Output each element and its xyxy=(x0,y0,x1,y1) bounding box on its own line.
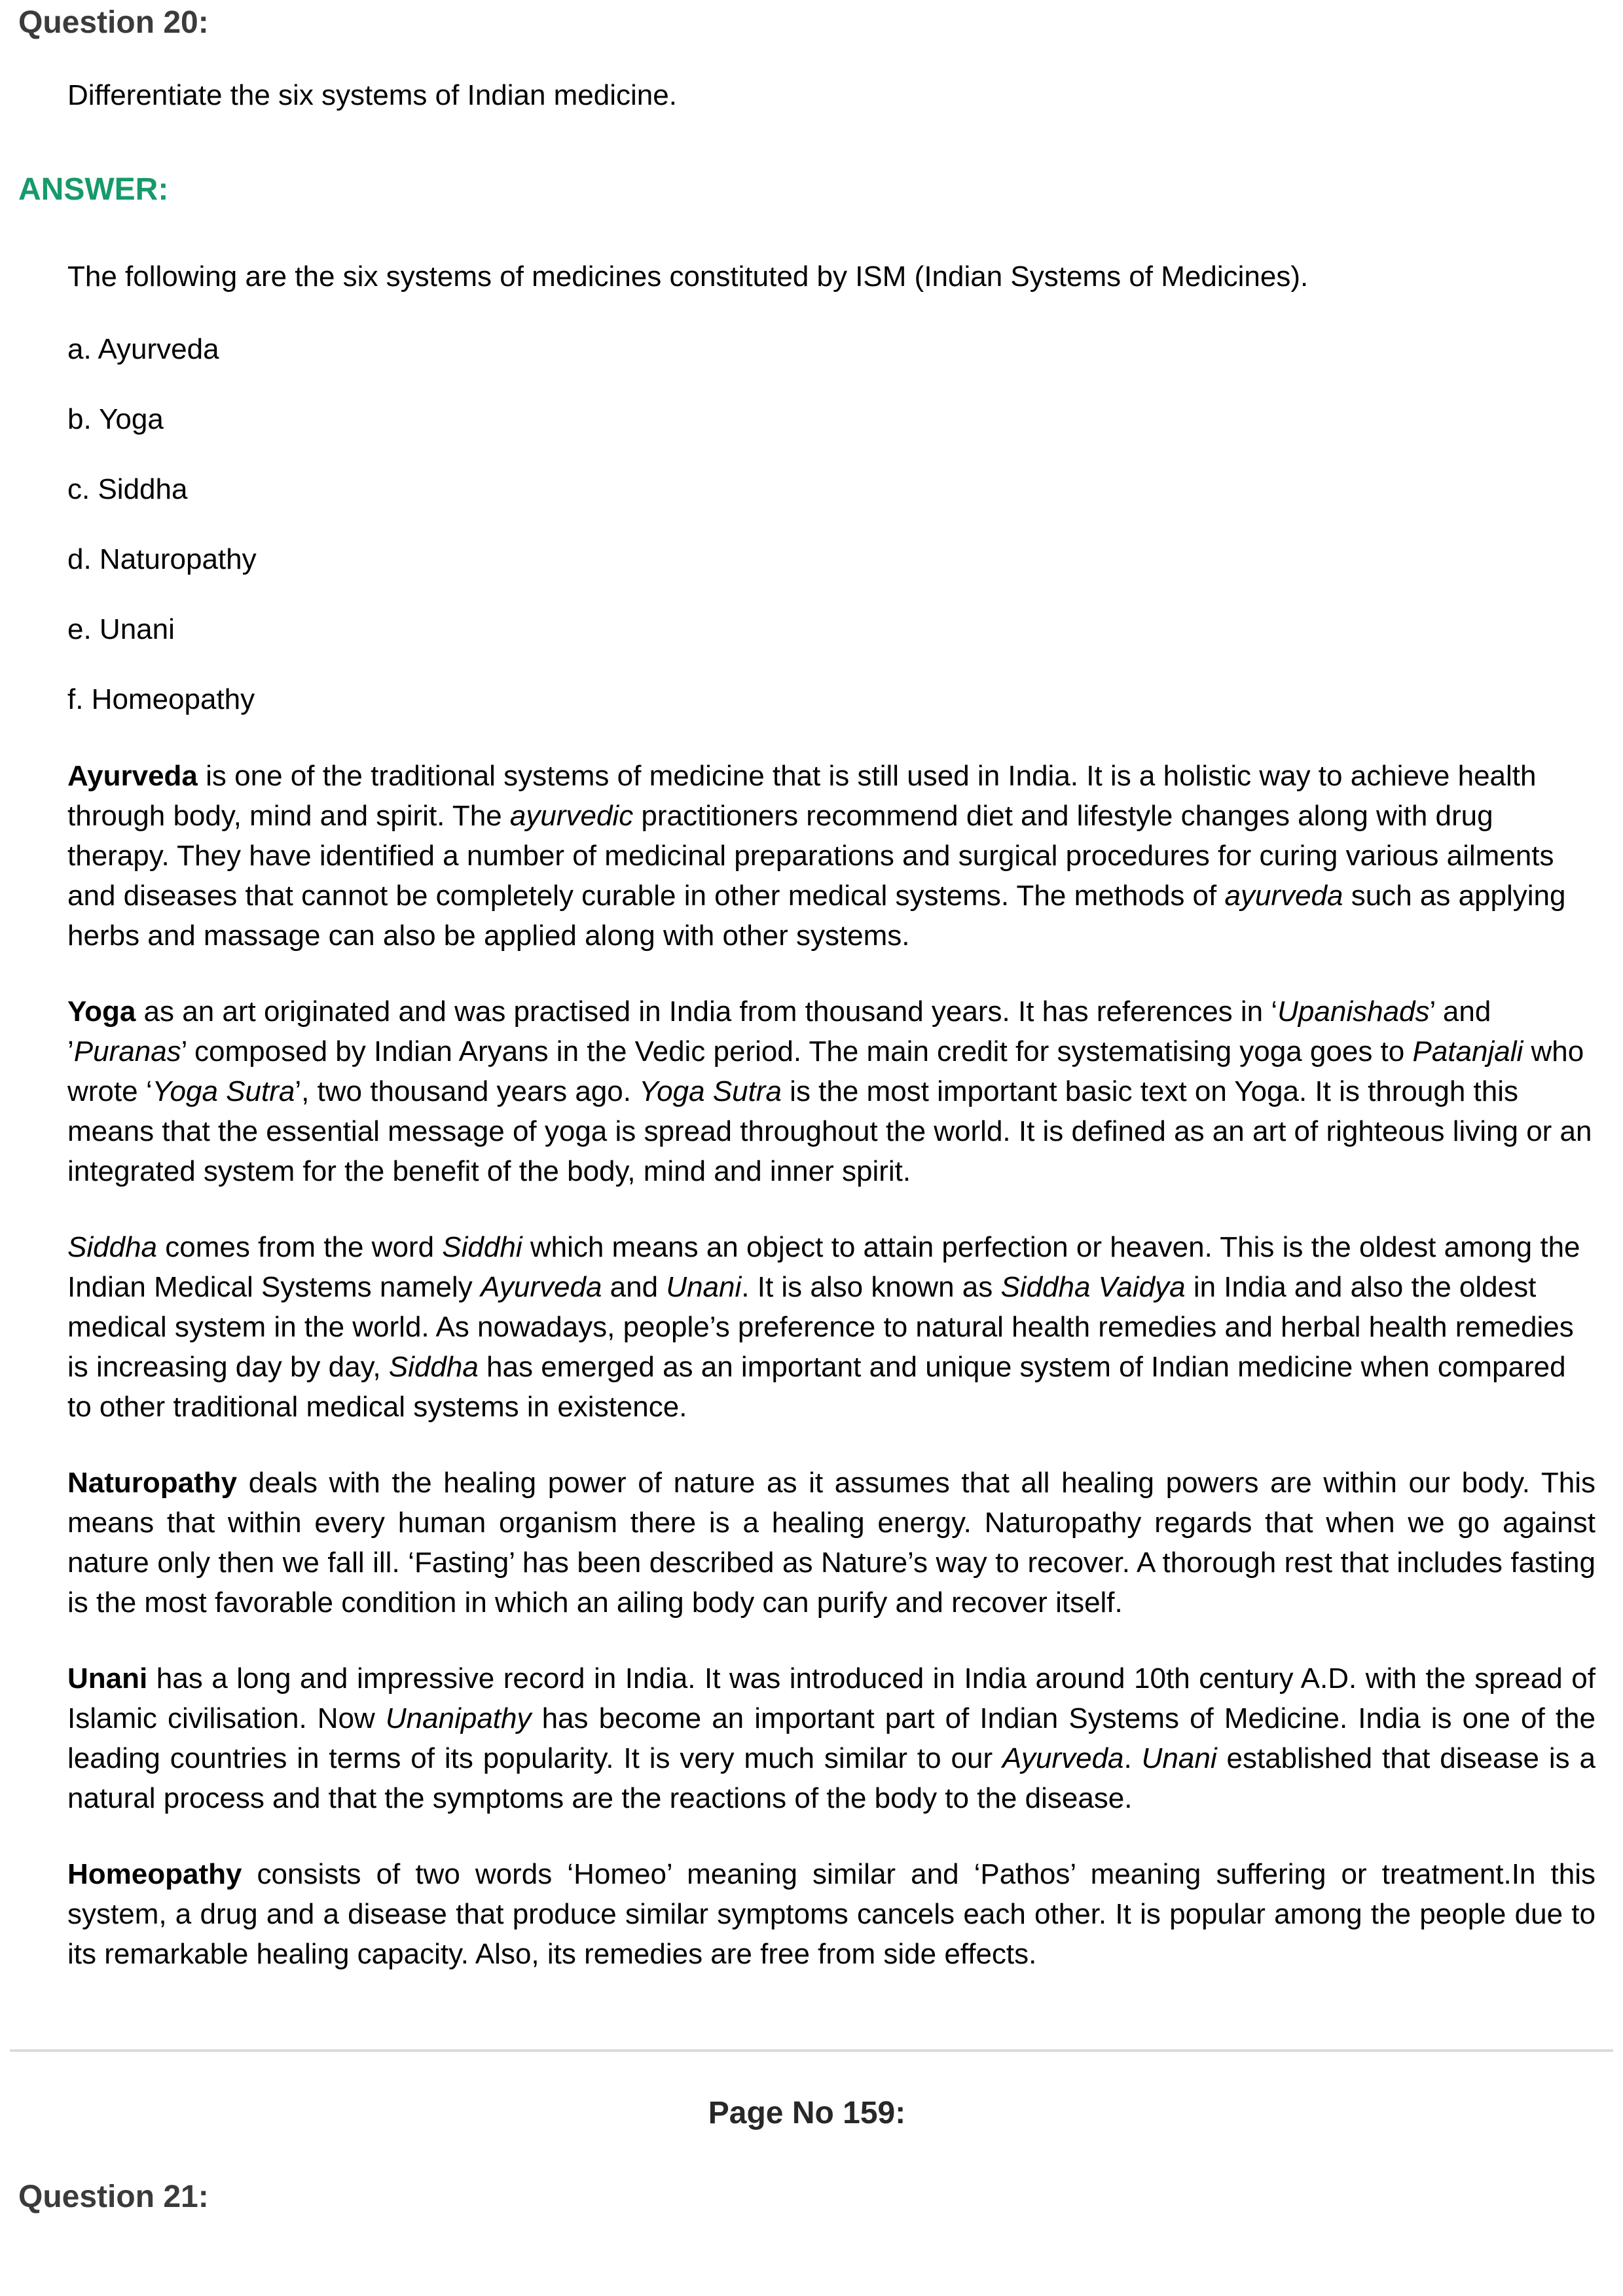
answer-body xyxy=(67,257,1596,1974)
list-item-unani: e. Unani xyxy=(67,613,175,645)
answer-heading: ANSWER: xyxy=(18,172,169,207)
paragraph-siddha: Siddha comes from the word Siddhi which means an object to attain perfection or heaven. This is the oldest among the Indian Medical Systems namely Ayurveda and Unani. It is also known as Siddha Vaidya in India and also the oldest medical system in the world. As nowadays, people’s preference to natural health remedies and herbal health remedies is increasing day by day, Siddha has emerged as an important and unique system of Indian medicine when compared to other traditional medical systems in existence. xyxy=(67,1231,1580,1423)
question-21-heading: Question 21: xyxy=(18,2179,209,2214)
page-number-label: Page No 159: xyxy=(708,2096,906,2130)
paragraph-homeopathy: Homeopathy consists of two words ‘Homeo’ meaning similar and ‘Pathos’ meaning suffering or treatment.In this system, a drug and a disease that produce similar symptoms cancels each other. It is popular among the people due to its remarkable healing capacity. Also, its remedies are free from side effects. xyxy=(67,1858,1596,1970)
list-item-ayurveda: a. Ayurveda xyxy=(67,333,219,365)
paragraph-ayurveda: Ayurveda is one of the traditional systems of medicine that is still used in India. It is a holistic way to achieve health through body, mind and spirit. The ayurvedic practitioners recommend diet and lifestyle changes along with drug therapy. They have identified a number of medicinal preparations and surgical procedures for curing various ailments and diseases that cannot be completely curable in other medical systems. The methods of ayurveda such as applying herbs and massage can also be applied along with other systems. xyxy=(67,760,1566,952)
list-item-naturopathy: d. Naturopathy xyxy=(67,543,257,575)
list-item-homeopathy: f. Homeopathy xyxy=(67,683,255,715)
section-divider xyxy=(10,2049,1613,2052)
paragraph-naturopathy: Naturopathy deals with the healing power of nature as it assumes that all healing powers are within our body. This means that within every human organism there is a healing energy. Naturopathy regards that when we go against nature only then we fall ill. ‘Fasting’ has been described as Nature’s way to recover. A thorough rest that includes fasting is the most favorable condition in which an ailing body can purify and recover itself. xyxy=(67,1467,1596,1619)
paragraph-yoga: Yoga as an art originated and was practised in India from thousand years. It has references in ‘Upanishads’ and ’Puranas’ composed by Indian Aryans in the Vedic period. The main credit for systematising yoga goes to Patanjali who wrote ‘Yoga Sutra’, two thousand years ago. Yoga Sutra is the most important basic text on Yoga. It is through this means that the essential message of yoga is spread throughout the world. It is defined as an art of righteous living or an integrated system for the benefit of the body, mind and inner spirit. xyxy=(67,996,1592,1187)
answer-intro: The following are the six systems of medicines constituted by ISM (Indian Systems of Medicines). xyxy=(67,260,1309,293)
question-20-heading: Question 20: xyxy=(18,5,209,40)
paragraph-unani: Unani has a long and impressive record in India. It was introduced in India around 10th century A.D. with the spread of Islamic civilisation. Now Unanipathy has become an important part of Indian Systems of Medicine. India is one of the leading countries in terms of its popularity. It is very much similar to our Ayurveda. Unani established that disease is a natural process and that the symptoms are the reactions of the body to the disease. xyxy=(67,1662,1596,1814)
list-item-siddha: c. Siddha xyxy=(67,473,188,505)
question-20-text: Differentiate the six systems of Indian medicine. xyxy=(67,79,677,111)
list-item-yoga: b. Yoga xyxy=(67,403,164,435)
